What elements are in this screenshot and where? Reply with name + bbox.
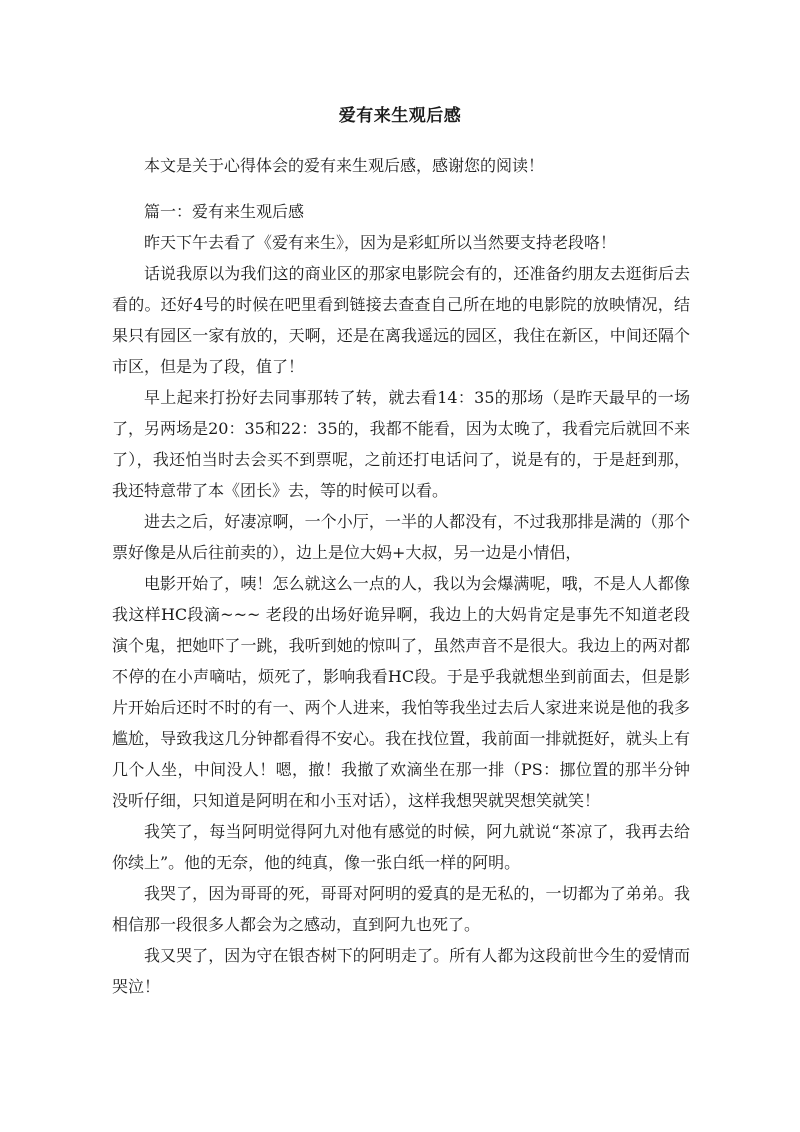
body-paragraph: 我笑了，每当阿明觉得阿九对他有感觉的时候，阿九就说“茶凉了，我再去给你续上”。他的无奈，他的纯真，像一张白纸一样的阿明。 (112, 822, 690, 872)
document-title: 爱有来生观后感 (338, 106, 462, 126)
body-paragraph: 早上起来打扮好去同事那转了转，就去看14：35的那场（是昨天最早的一场了，另两场是20：35和22：35的，我都不能看，因为太晚了，我看完后就回不来了），我还怕当时去会买不到票呢，之前还打电话问了，说是有的，于是赶到那，我还特意带了本《团长》去，等的时候可以看。 (112, 388, 690, 500)
intro-paragraph: 本文是关于心得体会的爱有来生观后感，感谢您的阅读！ (144, 156, 545, 175)
section-heading: 篇一：爱有来生观后感 (144, 202, 305, 221)
body-paragraph: 电影开始了，咦！怎么就这么一点的人，我以为会爆满呢，哦，不是人人都像我这样HC段滴~~~ 老段的出场好诡异啊，我边上的大妈肯定是事先不知道老段演个鬼，把她吓了一跳，我听到她的惊叫了，虽然声音不是很大。我边上的两对都不停的在小声嘀咕，烦死了，影响我看HC段。于是乎我就想坐到前面去，但是影片开始后还时不时的有一、两个人进来，我怕等我坐过去后人家进来说是他的我多尴尬，导致我这几分钟都看得不安心。我在找位置，我前面一排就挺好，就头上有几个人坐，中间没人！嗯，撤！我撤了欢滴坐在那一排（PS：挪位置的那半分钟没听仔细，只知道是阿明在和小玉对话），这样我想哭就哭想笑就笑！ (112, 574, 690, 810)
body-paragraph: 进去之后，好凄凉啊，一个小厅，一半的人都没有，不过我那排是满的（那个票好像是从后往前卖的），边上是位大妈+大叔，另一边是小情侣， (112, 512, 690, 562)
body-paragraph: 我又哭了，因为守在银杏树下的阿明走了。所有人都为这段前世今生的爱情而哭泣！ (112, 946, 690, 996)
document-body (112, 150, 690, 1002)
body-paragraph: 昨天下午去看了《爱有来生》，因为是彩虹所以当然要支持老段咯！ (144, 233, 617, 252)
body-paragraph: 我哭了，因为哥哥的死，哥哥对阿明的爱真的是无私的，一切都为了弟弟。我相信那一段很多人都会为之感动，直到阿九也死了。 (112, 884, 690, 934)
body-paragraph: 话说我原以为我们这的商业区的那家电影院会有的，还准备约朋友去逛街后去看的。还好4号的时候在吧里看到链接去查查自己所在地的电影院的放映情况，结果只有园区一家有放的，天啊，还是在离我遥远的园区，我住在新区，中间还隔个市区，但是为了段，值了！ (112, 264, 690, 376)
